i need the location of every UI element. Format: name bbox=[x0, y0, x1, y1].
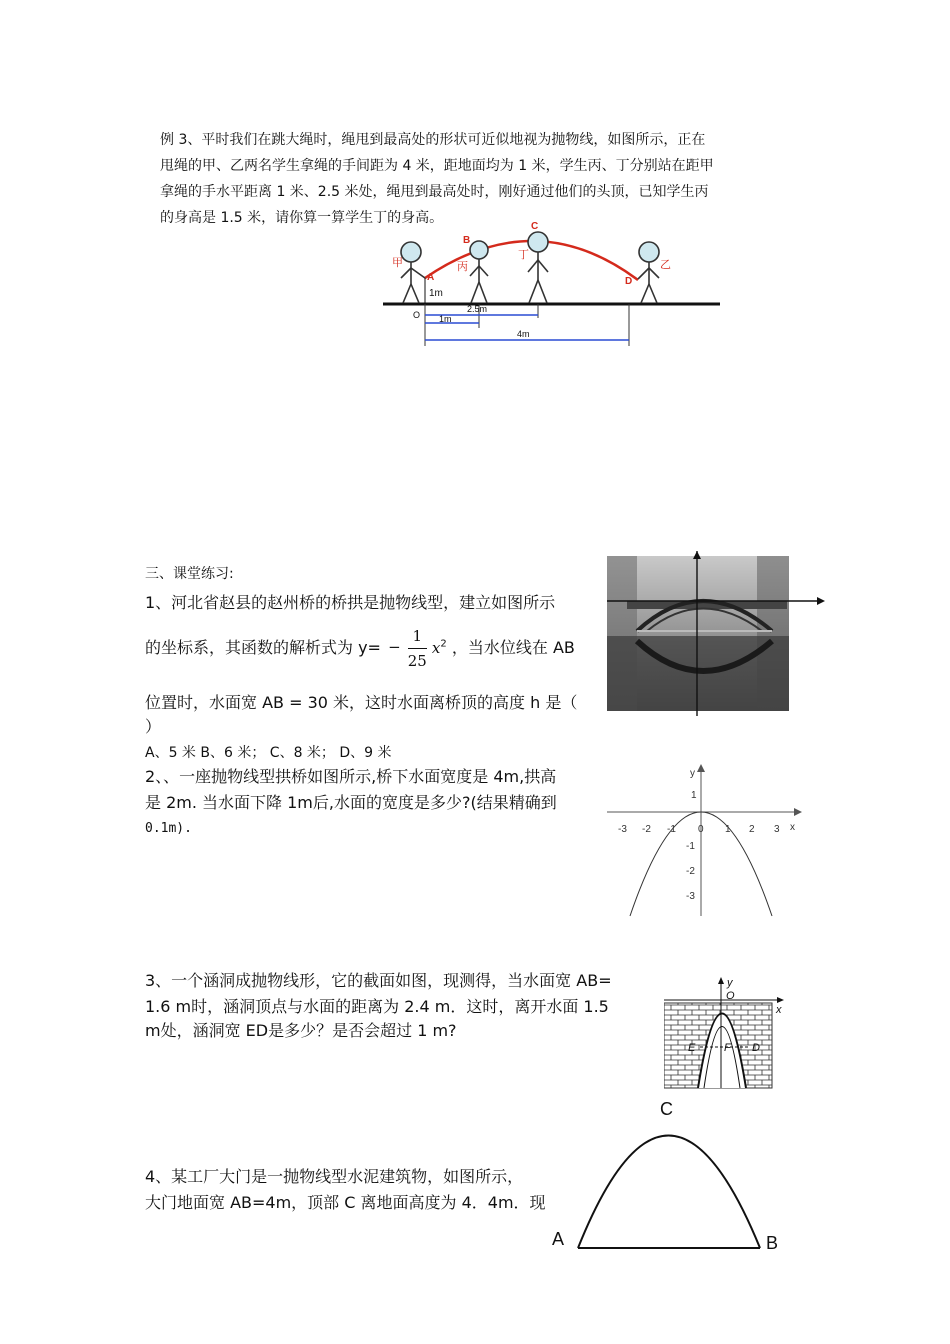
point-D-label: D bbox=[625, 276, 633, 287]
dim-1m-label: 1m bbox=[439, 314, 452, 324]
gate-C-label: C bbox=[660, 1099, 673, 1119]
height-label: 1m bbox=[429, 288, 443, 299]
q1-fraction-box bbox=[408, 626, 427, 671]
q3-line-2: 1.6 m时，涵洞顶点与水面的距离为 2.4 m．这时，离开水面 1.5 bbox=[145, 997, 609, 1016]
x-tick: 3 bbox=[774, 824, 780, 835]
example3-line-3: 拿绳的手水平距离 1 米、2.5 米处，绳甩到最高处时，刚好通过他们的头顶，已知学生丙 bbox=[160, 184, 709, 200]
gate-B-label: B bbox=[766, 1233, 779, 1253]
q2-line-1: 2、、一座抛物线型拱桥如图所示,桥下水面宽度是 4m,拱高 bbox=[145, 767, 557, 786]
q1-fraction-denominator: 25 bbox=[407, 652, 427, 670]
person-ding-label: 丁 bbox=[518, 249, 529, 261]
q1-line-3: 位置时，水面宽 AB = 30 米，这时水面离桥顶的高度 h 是（ bbox=[145, 693, 578, 712]
culvert-x-label: x bbox=[776, 1004, 782, 1016]
culvert-E-label: E bbox=[688, 1042, 696, 1054]
culvert-F-label: F bbox=[724, 1042, 731, 1054]
jump-rope-figure bbox=[375, 218, 730, 353]
bridge-photo bbox=[607, 551, 825, 716]
person-ding bbox=[528, 232, 548, 303]
person-bing-label: 丙 bbox=[457, 261, 468, 273]
q1-line-4: ） bbox=[145, 717, 162, 736]
point-B-label: B bbox=[463, 235, 471, 246]
culvert-D-label: D bbox=[752, 1042, 760, 1054]
gate-arch bbox=[578, 1136, 760, 1249]
section-title: 三、课堂练习: bbox=[145, 566, 234, 582]
example3-line-1: 例 3、平时我们在跳大绳时，绳甩到最高处的形状可近似地视为抛物线，如图所示，正在 bbox=[160, 132, 706, 148]
y-tick: -3 bbox=[686, 891, 695, 902]
x-tick: -1 bbox=[667, 824, 676, 835]
culvert-figure bbox=[664, 975, 790, 1090]
q1-fraction: − bbox=[388, 637, 401, 656]
person-jia bbox=[401, 242, 425, 303]
dim-4m-label: 4m bbox=[517, 329, 530, 339]
graph-origin: 0 bbox=[698, 824, 704, 835]
origin-label: O bbox=[413, 310, 421, 320]
q1-line2-pre: 的坐标系，其函数的解析式为 y= bbox=[145, 638, 381, 657]
q1-line2-post: ，当水位线在 AB bbox=[451, 638, 575, 657]
x-tick: 2 bbox=[749, 824, 755, 835]
y-tick-labels bbox=[686, 790, 697, 902]
q1-variable: x bbox=[431, 639, 441, 657]
point-A-label: A bbox=[427, 272, 435, 283]
q3-line-1: 3、一个涵洞成抛物线形，它的截面如图，现测得，当水面宽 AB= bbox=[145, 971, 612, 990]
q1-options: A、5 米 B、6 米； C、8 米； D、9 米 bbox=[145, 745, 392, 761]
q1-fraction-numerator: 1 bbox=[412, 627, 423, 645]
person-yi bbox=[638, 242, 659, 303]
x-axis-label: x bbox=[790, 822, 795, 833]
q1-line-1: 1、河北省赵县的赵州桥的桥拱是抛物线型，建立如图所示 bbox=[145, 593, 556, 612]
point-C-label: C bbox=[531, 221, 539, 232]
gate-figure bbox=[548, 1093, 798, 1253]
x-tick: -2 bbox=[642, 824, 651, 835]
x-tick: -3 bbox=[618, 824, 627, 835]
x-tick: 1 bbox=[725, 824, 731, 835]
person-bing bbox=[470, 241, 488, 303]
q4-line-2: 大门地面宽 AB=4m，顶部 C 离地面高度为 4．4m．现 bbox=[145, 1193, 546, 1212]
example3-line-2: 甩绳的甲、乙两名学生拿绳的手间距为 4 米，距地面均为 1 米，学生丙、丁分别站在距甲 bbox=[160, 158, 714, 174]
q3-line-3: m处，涵洞宽 ED是多少？是否会超过 1 m? bbox=[145, 1021, 457, 1040]
person-yi-label: 乙 bbox=[660, 259, 671, 271]
y-tick: -1 bbox=[686, 841, 695, 852]
culvert-O-label: O bbox=[726, 990, 735, 1002]
y-tick: 1 bbox=[691, 790, 697, 801]
culvert-y-label: y bbox=[727, 977, 733, 989]
q4-line-1: 4、某工厂大门是一抛物线型水泥建筑物，如图所示， bbox=[145, 1167, 524, 1186]
q2-line-3: 0.1m). bbox=[145, 821, 192, 836]
q1-exponent: 2 bbox=[440, 638, 447, 650]
y-tick: -2 bbox=[686, 866, 695, 877]
gate-A-label: A bbox=[552, 1229, 565, 1249]
q2-line-2: 是 2m. 当水面下降 1m后,水面的宽度是多少?(结果精确到 bbox=[145, 793, 557, 812]
dim-2-5m-label: 2.5m bbox=[467, 304, 488, 314]
person-jia-label: 甲 bbox=[392, 257, 403, 269]
q1-line-2 bbox=[145, 626, 575, 676]
parabola-graph bbox=[604, 762, 804, 918]
y-axis-label: y bbox=[690, 768, 695, 779]
example3-text bbox=[160, 127, 714, 231]
example3-line-4: 的身高是 1.5 米，请你算一算学生丁的身高。 bbox=[160, 210, 444, 226]
